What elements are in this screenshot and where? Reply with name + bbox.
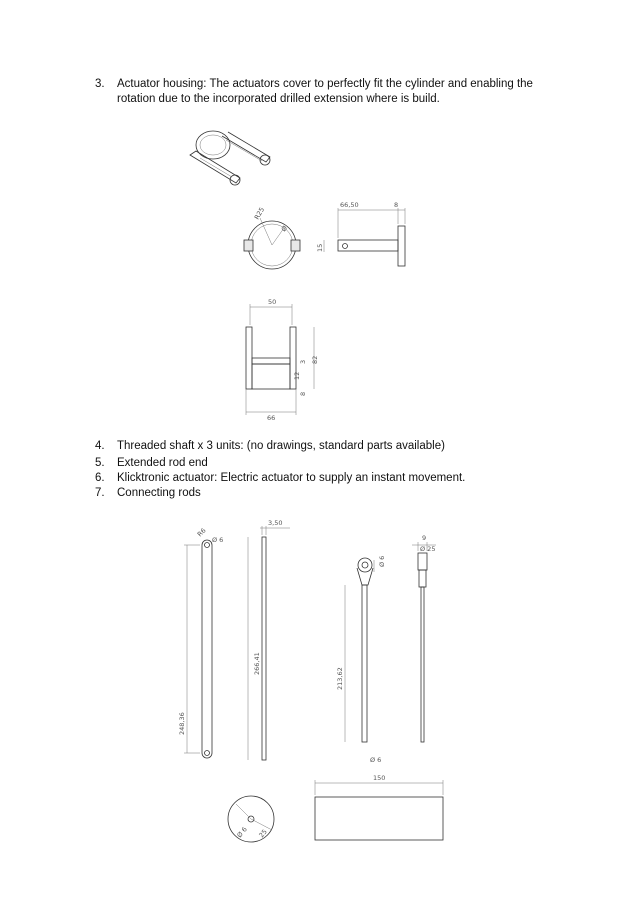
item-4-text: Threaded shaft x 3 units: (no drawings, standard parts available) — [117, 440, 445, 452]
rod-end-drawing — [336, 556, 386, 764]
dim-h4: 8 — [299, 391, 307, 396]
item-6-number: 6. — [95, 472, 105, 484]
dim-r2: Ø — [279, 224, 290, 234]
dim-e2: Ø 6 — [235, 825, 249, 840]
dim-c1: Ø 6 — [378, 555, 386, 567]
housing-bottom-view-drawing — [246, 298, 319, 422]
dim-c2: 213,62 — [336, 667, 344, 690]
dim-w1: 50 — [268, 298, 277, 306]
item-6-text: Klicktronic actuator: Electric actuator to supply an instant movement. — [117, 472, 466, 484]
item-3-text: Actuator housing: The actuators cover to perfectly fit the cylinder and enabling the — [117, 78, 533, 90]
dim-b1: 3,50 — [268, 519, 283, 527]
dim-e1: 150 — [373, 774, 386, 782]
rod-d-drawing — [412, 534, 436, 742]
item-5-text: Extended rod end — [117, 457, 208, 469]
dim-c3: Ø 6 — [370, 756, 382, 764]
dim-h2: 3 — [299, 359, 307, 364]
pin-end-view-drawing — [228, 796, 274, 842]
dim-d1: 66,50 — [340, 201, 359, 209]
dim-r1: R25 — [252, 205, 267, 221]
dim-a3: 248,36 — [178, 712, 186, 735]
housing-front-view-drawing — [244, 206, 300, 269]
dim-w2: 66 — [267, 414, 276, 422]
dim-b2: 266,41 — [253, 652, 261, 675]
housing-side-view-drawing — [316, 201, 405, 266]
dim-a1: R6 — [195, 526, 208, 539]
housing-isometric-drawing — [190, 131, 270, 185]
dim-h3: 12 — [293, 371, 301, 380]
dim-d9: 9 — [422, 534, 427, 542]
item-7-number: 7. — [95, 487, 105, 499]
item-5-number: 5. — [95, 457, 105, 469]
dim-h1: 82 — [311, 355, 319, 364]
dim-d3: 15 — [316, 243, 324, 252]
item-7-text: Connecting rods — [117, 487, 201, 499]
dim-d2: 8 — [394, 201, 399, 209]
dim-e3: 25 — [257, 827, 269, 840]
dim-a2: Ø 6 — [212, 536, 224, 544]
pin-side-view-drawing — [315, 774, 443, 840]
dim-d25: Ø 25 — [420, 545, 436, 553]
rod-a-drawing — [178, 527, 223, 758]
rod-b-drawing — [248, 519, 290, 760]
item-3-text-cont: rotation due to the incorporated drilled extension where is build. — [117, 93, 440, 105]
item-4-number: 4. — [95, 440, 105, 452]
item-3-number: 3. — [95, 78, 105, 90]
